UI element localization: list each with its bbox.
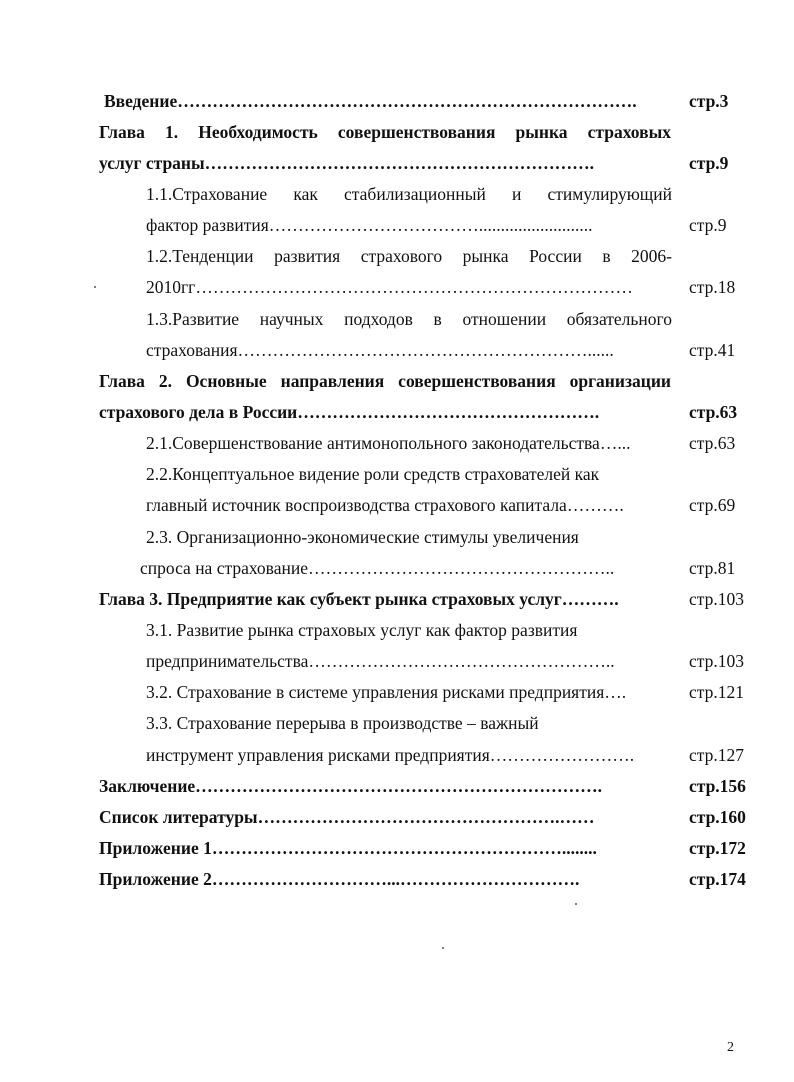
toc-section-2-1-page: стр.63 (689, 433, 736, 453)
toc-section-1-2-page: стр.18 (689, 277, 736, 297)
toc-section-1-3-line2: страхования……………………………………………………...... (146, 340, 614, 360)
toc-section-3-3-line1: 3.3. Страхование перерыва в производстве – важный (146, 713, 539, 733)
toc-section-3-1-line1: 3.1. Развитие рынка страховых услуг как фактор развития (146, 620, 578, 640)
toc-literature-page: стр.160 (689, 807, 746, 827)
toc-intro: Введение……………………………………………………………………. (104, 91, 637, 111)
scan-speck (442, 947, 444, 949)
toc-chapter-2-page: стр.63 (689, 402, 738, 422)
toc-section-2-3-line2: спроса на страхование…………………………………………….. (140, 558, 615, 578)
toc-section-2-2-line2: главный источник воспроизводства страхового капитала………. (146, 495, 624, 515)
scan-speck (575, 903, 577, 905)
toc-chapter-2-line2: страхового дела в России……………………………………………. (99, 402, 600, 422)
toc-section-2-2-line1: 2.2.Концептуальное видение роли средств страхователей как (146, 464, 600, 484)
toc-chapter-3-page: стр.103 (689, 589, 745, 609)
toc-section-2-2-page: стр.69 (689, 495, 736, 515)
toc-chapter-1-page: стр.9 (689, 153, 729, 173)
toc-chapter-3: Глава 3. Предприятие как субъект рынка страховых услуг………. (99, 589, 619, 609)
toc-section-2-3-line1: 2.3. Организационно-экономические стимулы увеличения (146, 527, 579, 547)
toc-section-3-1-line2: предпринимательства…………………………………………….. (146, 651, 615, 671)
toc-appendix-1: Приложение 1……………………………………………………........ (99, 838, 597, 858)
scan-speck (94, 286, 96, 288)
toc-section-1-1-page: стр.9 (689, 215, 727, 235)
toc-section-1-3-line1: 1.3.Развитие научных подходов в отношении обязательного (146, 309, 672, 329)
toc-chapter-2-line1: Глава 2. Основные направления совершенствования организации (99, 371, 671, 391)
toc-literature: Список литературы…………………………………………….…… (99, 807, 595, 827)
toc-section-3-1-page: стр.103 (689, 651, 745, 671)
toc-section-3-2: 3.2. Страхование в системе управления рисками предприятия…. (146, 682, 627, 702)
toc-appendix-2: Приложение 2…………………………...…………………………. (99, 869, 580, 889)
toc-section-3-3-line2: инструмент управления рисками предприятия……………………. (146, 745, 635, 765)
toc-section-1-3-page: стр.41 (689, 340, 736, 360)
toc-section-2-3-page: стр.81 (689, 558, 736, 578)
toc-section-1-1-line1: 1.1.Страхование как стабилизационный и стимулирующий (146, 184, 672, 204)
toc-section-3-2-page: стр.121 (689, 682, 745, 702)
toc-conclusion-page: стр.156 (689, 776, 746, 796)
toc-section-3-3-page: стр.127 (689, 745, 745, 765)
toc-appendix-1-page: стр.172 (689, 838, 746, 858)
toc-section-1-1-line2: фактор развития……………………………….......................... (146, 215, 593, 235)
toc-appendix-2-page: стр.174 (689, 869, 746, 889)
toc-chapter-1-line2: услуг страны…………………………………………………………. (99, 153, 595, 173)
toc-section-1-2-line2: 2010гг………………………………………………………………… (146, 277, 633, 297)
toc-section-1-2-line1: 1.2.Тенденции развития страхового рынка России в 2006- (146, 246, 672, 266)
toc-conclusion: Заключение……………………………………………………………. (99, 776, 603, 796)
page-number: 2 (727, 1040, 734, 1055)
toc-chapter-1-line1: Глава 1. Необходимость совершенствования рынка страховых (99, 122, 671, 142)
toc-intro-page: стр.3 (689, 91, 729, 111)
toc-section-2-1: 2.1.Совершенствование антимонопольного законодательства…... (146, 433, 631, 453)
